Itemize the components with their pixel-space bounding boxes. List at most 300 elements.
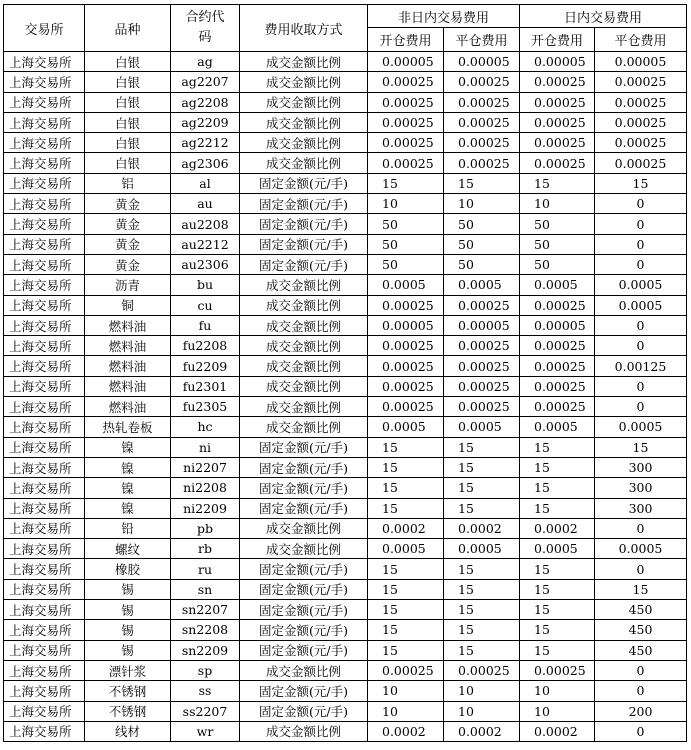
- cell-exchange: 上海交易所: [4, 295, 85, 315]
- cell-non-intraday-close: 0.0005: [444, 275, 520, 295]
- cell-exchange: 上海交易所: [4, 153, 85, 173]
- cell-exchange: 上海交易所: [4, 376, 85, 396]
- cell-contract: al: [171, 173, 240, 193]
- cell-fee-method: 成交金额比例: [240, 315, 368, 335]
- cell-contract: hc: [171, 417, 240, 437]
- col-header-intraday: 日内交易费用: [520, 5, 687, 28]
- cell-exchange: 上海交易所: [4, 579, 85, 599]
- cell-variety: 螺纹: [85, 539, 171, 559]
- table-row: [4, 600, 687, 620]
- cell-contract: wr: [171, 721, 240, 741]
- table-row: [4, 315, 687, 335]
- cell-variety: 锡: [85, 620, 171, 640]
- cell-variety: 白银: [85, 153, 171, 173]
- cell-non-intraday-open: 10: [368, 701, 444, 721]
- cell-non-intraday-open: 0.0005: [368, 275, 444, 295]
- cell-contract: sn2208: [171, 620, 240, 640]
- cell-intraday-close: 0: [595, 660, 687, 680]
- cell-contract: sn2207: [171, 600, 240, 620]
- cell-intraday-close: 0: [595, 518, 687, 538]
- cell-non-intraday-open: 0.00025: [368, 153, 444, 173]
- cell-fee-method: 固定金额(元/手): [240, 579, 368, 599]
- cell-fee-method: 成交金额比例: [240, 721, 368, 741]
- cell-intraday-open: 50: [520, 234, 595, 254]
- cell-variety: 白银: [85, 52, 171, 72]
- fee-table: [3, 4, 687, 742]
- cell-intraday-close: 0: [595, 721, 687, 741]
- table-row: [4, 72, 687, 92]
- cell-fee-method: 成交金额比例: [240, 336, 368, 356]
- cell-non-intraday-close: 0.00025: [444, 153, 520, 173]
- cell-fee-method: 成交金额比例: [240, 52, 368, 72]
- table-row: [4, 397, 687, 417]
- cell-intraday-open: 15: [520, 559, 595, 579]
- cell-intraday-close: 450: [595, 600, 687, 620]
- cell-variety: 漂针浆: [85, 660, 171, 680]
- cell-intraday-open: 0.0005: [520, 539, 595, 559]
- cell-non-intraday-close: 0.00025: [444, 376, 520, 396]
- table-row: [4, 721, 687, 741]
- col-header-contract-text: 合约代 码: [185, 10, 225, 45]
- col-header-contract: [171, 5, 240, 52]
- cell-non-intraday-close: 0.00025: [444, 72, 520, 92]
- cell-intraday-open: 0.0005: [520, 417, 595, 437]
- cell-contract: rb: [171, 539, 240, 559]
- cell-non-intraday-close: 0.00025: [444, 336, 520, 356]
- cell-non-intraday-close: 0.00005: [444, 52, 520, 72]
- cell-non-intraday-close: 0.00025: [444, 660, 520, 680]
- cell-intraday-close: 0: [595, 315, 687, 335]
- cell-intraday-open: 0.0005: [520, 275, 595, 295]
- cell-variety: 锡: [85, 579, 171, 599]
- cell-intraday-open: 0.00025: [520, 356, 595, 376]
- cell-intraday-close: 300: [595, 478, 687, 498]
- table-row: [4, 153, 687, 173]
- cell-exchange: 上海交易所: [4, 681, 85, 701]
- cell-exchange: 上海交易所: [4, 173, 85, 193]
- cell-contract: fu2209: [171, 356, 240, 376]
- table-row: [4, 112, 687, 132]
- cell-non-intraday-close: 0.0005: [444, 539, 520, 559]
- cell-non-intraday-close: 15: [444, 457, 520, 477]
- cell-fee-method: 成交金额比例: [240, 92, 368, 112]
- table-row: [4, 478, 687, 498]
- cell-intraday-close: 0.00025: [595, 153, 687, 173]
- cell-variety: 线材: [85, 721, 171, 741]
- cell-non-intraday-close: 0.0005: [444, 417, 520, 437]
- cell-non-intraday-open: 15: [368, 600, 444, 620]
- cell-fee-method: 固定金额(元/手): [240, 234, 368, 254]
- cell-non-intraday-close: 0.00025: [444, 397, 520, 417]
- cell-non-intraday-open: 50: [368, 254, 444, 274]
- cell-intraday-close: 0.0005: [595, 295, 687, 315]
- cell-exchange: 上海交易所: [4, 52, 85, 72]
- cell-non-intraday-open: 0.00005: [368, 315, 444, 335]
- cell-non-intraday-close: 15: [444, 600, 520, 620]
- cell-non-intraday-close: 15: [444, 437, 520, 457]
- cell-variety: 橡胶: [85, 559, 171, 579]
- cell-non-intraday-open: 0.00025: [368, 356, 444, 376]
- cell-variety: 镍: [85, 457, 171, 477]
- cell-contract: pb: [171, 518, 240, 538]
- cell-fee-method: 成交金额比例: [240, 376, 368, 396]
- cell-fee-method: 固定金额(元/手): [240, 254, 368, 274]
- cell-fee-method: 固定金额(元/手): [240, 437, 368, 457]
- cell-variety: 锡: [85, 640, 171, 660]
- cell-contract: fu2305: [171, 397, 240, 417]
- cell-intraday-open: 0.0002: [520, 721, 595, 741]
- table-row: [4, 275, 687, 295]
- cell-non-intraday-close: 15: [444, 498, 520, 518]
- cell-exchange: 上海交易所: [4, 478, 85, 498]
- cell-intraday-close: 0.00025: [595, 112, 687, 132]
- cell-variety: 铅: [85, 518, 171, 538]
- table-row: [4, 356, 687, 376]
- cell-variety: 白银: [85, 72, 171, 92]
- cell-contract: ag: [171, 52, 240, 72]
- cell-intraday-open: 15: [520, 620, 595, 640]
- table-row: [4, 681, 687, 701]
- cell-exchange: 上海交易所: [4, 194, 85, 214]
- cell-fee-method: 固定金额(元/手): [240, 478, 368, 498]
- cell-non-intraday-open: 0.0002: [368, 721, 444, 741]
- cell-contract: au: [171, 194, 240, 214]
- cell-non-intraday-close: 0.00025: [444, 92, 520, 112]
- col-header-exchange: 交易所: [4, 5, 85, 52]
- cell-intraday-open: 0.00025: [520, 336, 595, 356]
- cell-intraday-open: 50: [520, 254, 595, 274]
- cell-exchange: 上海交易所: [4, 640, 85, 660]
- header-row-1: [4, 5, 687, 28]
- cell-non-intraday-close: 15: [444, 640, 520, 660]
- cell-intraday-close: 300: [595, 457, 687, 477]
- cell-fee-method: 成交金额比例: [240, 133, 368, 153]
- cell-intraday-open: 0.00025: [520, 133, 595, 153]
- table-row: [4, 295, 687, 315]
- cell-non-intraday-open: 15: [368, 498, 444, 518]
- cell-variety: 黄金: [85, 254, 171, 274]
- cell-intraday-open: 10: [520, 194, 595, 214]
- cell-intraday-open: 0.00025: [520, 153, 595, 173]
- cell-contract: ni2207: [171, 457, 240, 477]
- cell-contract: au2306: [171, 254, 240, 274]
- cell-intraday-close: 15: [595, 579, 687, 599]
- cell-fee-method: 固定金额(元/手): [240, 559, 368, 579]
- cell-intraday-open: 50: [520, 214, 595, 234]
- cell-fee-method: 成交金额比例: [240, 356, 368, 376]
- cell-contract: ag2212: [171, 133, 240, 153]
- cell-contract: cu: [171, 295, 240, 315]
- cell-intraday-close: 450: [595, 620, 687, 640]
- cell-intraday-open: 15: [520, 498, 595, 518]
- cell-contract: ni2208: [171, 478, 240, 498]
- col-header-non-intraday: 非日内交易费用: [368, 5, 520, 28]
- cell-exchange: 上海交易所: [4, 275, 85, 295]
- cell-fee-method: 成交金额比例: [240, 397, 368, 417]
- cell-non-intraday-close: 15: [444, 173, 520, 193]
- cell-exchange: 上海交易所: [4, 254, 85, 274]
- cell-intraday-close: 0.00025: [595, 72, 687, 92]
- cell-non-intraday-open: 0.00025: [368, 376, 444, 396]
- cell-non-intraday-open: 10: [368, 194, 444, 214]
- cell-exchange: 上海交易所: [4, 234, 85, 254]
- table-row: [4, 457, 687, 477]
- cell-contract: ag2208: [171, 92, 240, 112]
- cell-intraday-close: 0.00025: [595, 92, 687, 112]
- cell-non-intraday-close: 50: [444, 254, 520, 274]
- cell-non-intraday-close: 0.0002: [444, 518, 520, 538]
- cell-intraday-close: 0: [595, 254, 687, 274]
- cell-intraday-close: 0: [595, 234, 687, 254]
- cell-non-intraday-open: 15: [368, 173, 444, 193]
- cell-variety: 白银: [85, 92, 171, 112]
- table-row: [4, 417, 687, 437]
- cell-exchange: 上海交易所: [4, 620, 85, 640]
- cell-intraday-close: 0: [595, 397, 687, 417]
- cell-non-intraday-open: 15: [368, 559, 444, 579]
- cell-intraday-close: 0.0005: [595, 275, 687, 295]
- cell-intraday-close: 0: [595, 559, 687, 579]
- cell-exchange: 上海交易所: [4, 660, 85, 680]
- table-row: [4, 660, 687, 680]
- cell-variety: 黄金: [85, 234, 171, 254]
- cell-intraday-open: 0.00025: [520, 112, 595, 132]
- cell-variety: 不锈钢: [85, 701, 171, 721]
- cell-non-intraday-open: 0.00025: [368, 660, 444, 680]
- cell-non-intraday-close: 10: [444, 701, 520, 721]
- cell-exchange: 上海交易所: [4, 417, 85, 437]
- cell-variety: 白银: [85, 112, 171, 132]
- cell-fee-method: 固定金额(元/手): [240, 194, 368, 214]
- table-row: [4, 336, 687, 356]
- cell-fee-method: 成交金额比例: [240, 660, 368, 680]
- col-header-fee-method: 费用收取方式: [240, 5, 368, 52]
- cell-non-intraday-close: 15: [444, 478, 520, 498]
- cell-intraday-close: 0.0005: [595, 417, 687, 437]
- cell-contract: ni2209: [171, 498, 240, 518]
- cell-non-intraday-close: 15: [444, 559, 520, 579]
- cell-contract: ss2207: [171, 701, 240, 721]
- cell-exchange: 上海交易所: [4, 559, 85, 579]
- cell-fee-method: 固定金额(元/手): [240, 620, 368, 640]
- cell-intraday-close: 0: [595, 336, 687, 356]
- cell-intraday-open: 0.00025: [520, 92, 595, 112]
- cell-contract: ag2306: [171, 153, 240, 173]
- cell-fee-method: 固定金额(元/手): [240, 681, 368, 701]
- cell-fee-method: 固定金额(元/手): [240, 498, 368, 518]
- table-row: [4, 579, 687, 599]
- cell-variety: 镍: [85, 498, 171, 518]
- cell-non-intraday-close: 15: [444, 620, 520, 640]
- cell-variety: 镍: [85, 478, 171, 498]
- cell-intraday-open: 0.00005: [520, 315, 595, 335]
- table-row: [4, 437, 687, 457]
- cell-intraday-close: 15: [595, 173, 687, 193]
- cell-contract: sp: [171, 660, 240, 680]
- cell-variety: 热轧卷板: [85, 417, 171, 437]
- cell-variety: 镍: [85, 437, 171, 457]
- cell-fee-method: 固定金额(元/手): [240, 701, 368, 721]
- cell-exchange: 上海交易所: [4, 112, 85, 132]
- cell-intraday-open: 0.00025: [520, 295, 595, 315]
- cell-intraday-open: 0.0002: [520, 518, 595, 538]
- cell-fee-method: 成交金额比例: [240, 72, 368, 92]
- cell-exchange: 上海交易所: [4, 518, 85, 538]
- cell-non-intraday-open: 15: [368, 579, 444, 599]
- cell-exchange: 上海交易所: [4, 72, 85, 92]
- cell-intraday-open: 0.00025: [520, 376, 595, 396]
- cell-fee-method: 固定金额(元/手): [240, 214, 368, 234]
- table-row: [4, 701, 687, 721]
- table-row: [4, 173, 687, 193]
- table-row: [4, 254, 687, 274]
- cell-non-intraday-close: 0.00025: [444, 356, 520, 376]
- cell-intraday-open: 15: [520, 478, 595, 498]
- cell-contract: fu: [171, 315, 240, 335]
- cell-contract: ni: [171, 437, 240, 457]
- cell-non-intraday-close: 10: [444, 681, 520, 701]
- cell-contract: fu2208: [171, 336, 240, 356]
- col-header-non-intraday-close: 平仓费用: [444, 28, 520, 52]
- cell-intraday-open: 0.00025: [520, 397, 595, 417]
- cell-fee-method: 成交金额比例: [240, 275, 368, 295]
- cell-non-intraday-open: 0.00025: [368, 72, 444, 92]
- cell-intraday-open: 10: [520, 681, 595, 701]
- cell-non-intraday-open: 15: [368, 478, 444, 498]
- cell-intraday-open: 0.00025: [520, 660, 595, 680]
- cell-variety: 黄金: [85, 194, 171, 214]
- cell-non-intraday-open: 0.0005: [368, 539, 444, 559]
- cell-non-intraday-open: 0.00025: [368, 295, 444, 315]
- cell-non-intraday-close: 0.00025: [444, 133, 520, 153]
- cell-non-intraday-open: 50: [368, 234, 444, 254]
- cell-non-intraday-open: 15: [368, 620, 444, 640]
- cell-variety: 锡: [85, 600, 171, 620]
- cell-intraday-close: 0.00005: [595, 52, 687, 72]
- cell-intraday-open: 15: [520, 579, 595, 599]
- cell-contract: fu2301: [171, 376, 240, 396]
- cell-intraday-close: 0: [595, 194, 687, 214]
- cell-intraday-close: 0.00025: [595, 133, 687, 153]
- cell-intraday-open: 15: [520, 173, 595, 193]
- cell-non-intraday-close: 10: [444, 194, 520, 214]
- cell-fee-method: 固定金额(元/手): [240, 457, 368, 477]
- cell-non-intraday-open: 0.00025: [368, 397, 444, 417]
- col-header-non-intraday-open: 开仓费用: [368, 28, 444, 52]
- cell-contract: au2208: [171, 214, 240, 234]
- cell-non-intraday-open: 0.0005: [368, 417, 444, 437]
- cell-non-intraday-open: 15: [368, 457, 444, 477]
- cell-intraday-open: 15: [520, 600, 595, 620]
- table-row: [4, 559, 687, 579]
- cell-exchange: 上海交易所: [4, 315, 85, 335]
- cell-fee-method: 成交金额比例: [240, 112, 368, 132]
- cell-intraday-open: 10: [520, 701, 595, 721]
- cell-non-intraday-open: 0.00005: [368, 52, 444, 72]
- cell-variety: 不锈钢: [85, 681, 171, 701]
- table-row: [4, 620, 687, 640]
- cell-non-intraday-open: 15: [368, 437, 444, 457]
- cell-non-intraday-open: 0.0002: [368, 518, 444, 538]
- cell-non-intraday-open: 0.00025: [368, 133, 444, 153]
- cell-intraday-close: 0: [595, 681, 687, 701]
- cell-exchange: 上海交易所: [4, 498, 85, 518]
- cell-intraday-open: 0.00025: [520, 72, 595, 92]
- cell-contract: ss: [171, 681, 240, 701]
- cell-intraday-open: 15: [520, 457, 595, 477]
- cell-fee-method: 成交金额比例: [240, 539, 368, 559]
- cell-exchange: 上海交易所: [4, 92, 85, 112]
- col-header-intraday-close: 平仓费用: [595, 28, 687, 52]
- cell-intraday-open: 0.00005: [520, 52, 595, 72]
- cell-fee-method: 成交金额比例: [240, 153, 368, 173]
- cell-non-intraday-close: 0.00025: [444, 295, 520, 315]
- cell-variety: 燃料油: [85, 376, 171, 396]
- cell-non-intraday-open: 0.00025: [368, 336, 444, 356]
- cell-intraday-close: 300: [595, 498, 687, 518]
- cell-non-intraday-close: 0.00025: [444, 112, 520, 132]
- table-row: [4, 518, 687, 538]
- cell-intraday-close: 0: [595, 376, 687, 396]
- cell-exchange: 上海交易所: [4, 539, 85, 559]
- cell-non-intraday-open: 10: [368, 681, 444, 701]
- cell-intraday-close: 0.0005: [595, 539, 687, 559]
- cell-exchange: 上海交易所: [4, 133, 85, 153]
- cell-non-intraday-open: 0.00025: [368, 92, 444, 112]
- cell-contract: ag2207: [171, 72, 240, 92]
- table-row: [4, 214, 687, 234]
- cell-intraday-close: 0.00125: [595, 356, 687, 376]
- cell-exchange: 上海交易所: [4, 701, 85, 721]
- cell-intraday-close: 0: [595, 214, 687, 234]
- table-row: [4, 234, 687, 254]
- cell-fee-method: 固定金额(元/手): [240, 173, 368, 193]
- cell-exchange: 上海交易所: [4, 437, 85, 457]
- cell-variety: 铝: [85, 173, 171, 193]
- cell-contract: bu: [171, 275, 240, 295]
- cell-non-intraday-open: 50: [368, 214, 444, 234]
- cell-non-intraday-close: 0.00005: [444, 315, 520, 335]
- table-row: [4, 52, 687, 72]
- table-row: [4, 498, 687, 518]
- cell-variety: 燃料油: [85, 315, 171, 335]
- cell-exchange: 上海交易所: [4, 397, 85, 417]
- col-header-intraday-open: 开仓费用: [520, 28, 595, 52]
- cell-variety: 燃料油: [85, 356, 171, 376]
- table-row: [4, 376, 687, 396]
- cell-exchange: 上海交易所: [4, 356, 85, 376]
- cell-intraday-open: 15: [520, 437, 595, 457]
- col-header-variety: 品种: [85, 5, 171, 52]
- cell-intraday-open: 15: [520, 640, 595, 660]
- cell-intraday-close: 15: [595, 437, 687, 457]
- cell-fee-method: 成交金额比例: [240, 295, 368, 315]
- table-row: [4, 194, 687, 214]
- cell-non-intraday-close: 15: [444, 579, 520, 599]
- cell-variety: 黄金: [85, 214, 171, 234]
- table-row: [4, 133, 687, 153]
- cell-fee-method: 固定金额(元/手): [240, 600, 368, 620]
- table-row: [4, 539, 687, 559]
- cell-exchange: 上海交易所: [4, 600, 85, 620]
- cell-variety: 燃料油: [85, 397, 171, 417]
- cell-exchange: 上海交易所: [4, 336, 85, 356]
- table-row: [4, 640, 687, 660]
- cell-variety: 白银: [85, 133, 171, 153]
- cell-exchange: 上海交易所: [4, 721, 85, 741]
- cell-variety: 铜: [85, 295, 171, 315]
- cell-fee-method: 成交金额比例: [240, 518, 368, 538]
